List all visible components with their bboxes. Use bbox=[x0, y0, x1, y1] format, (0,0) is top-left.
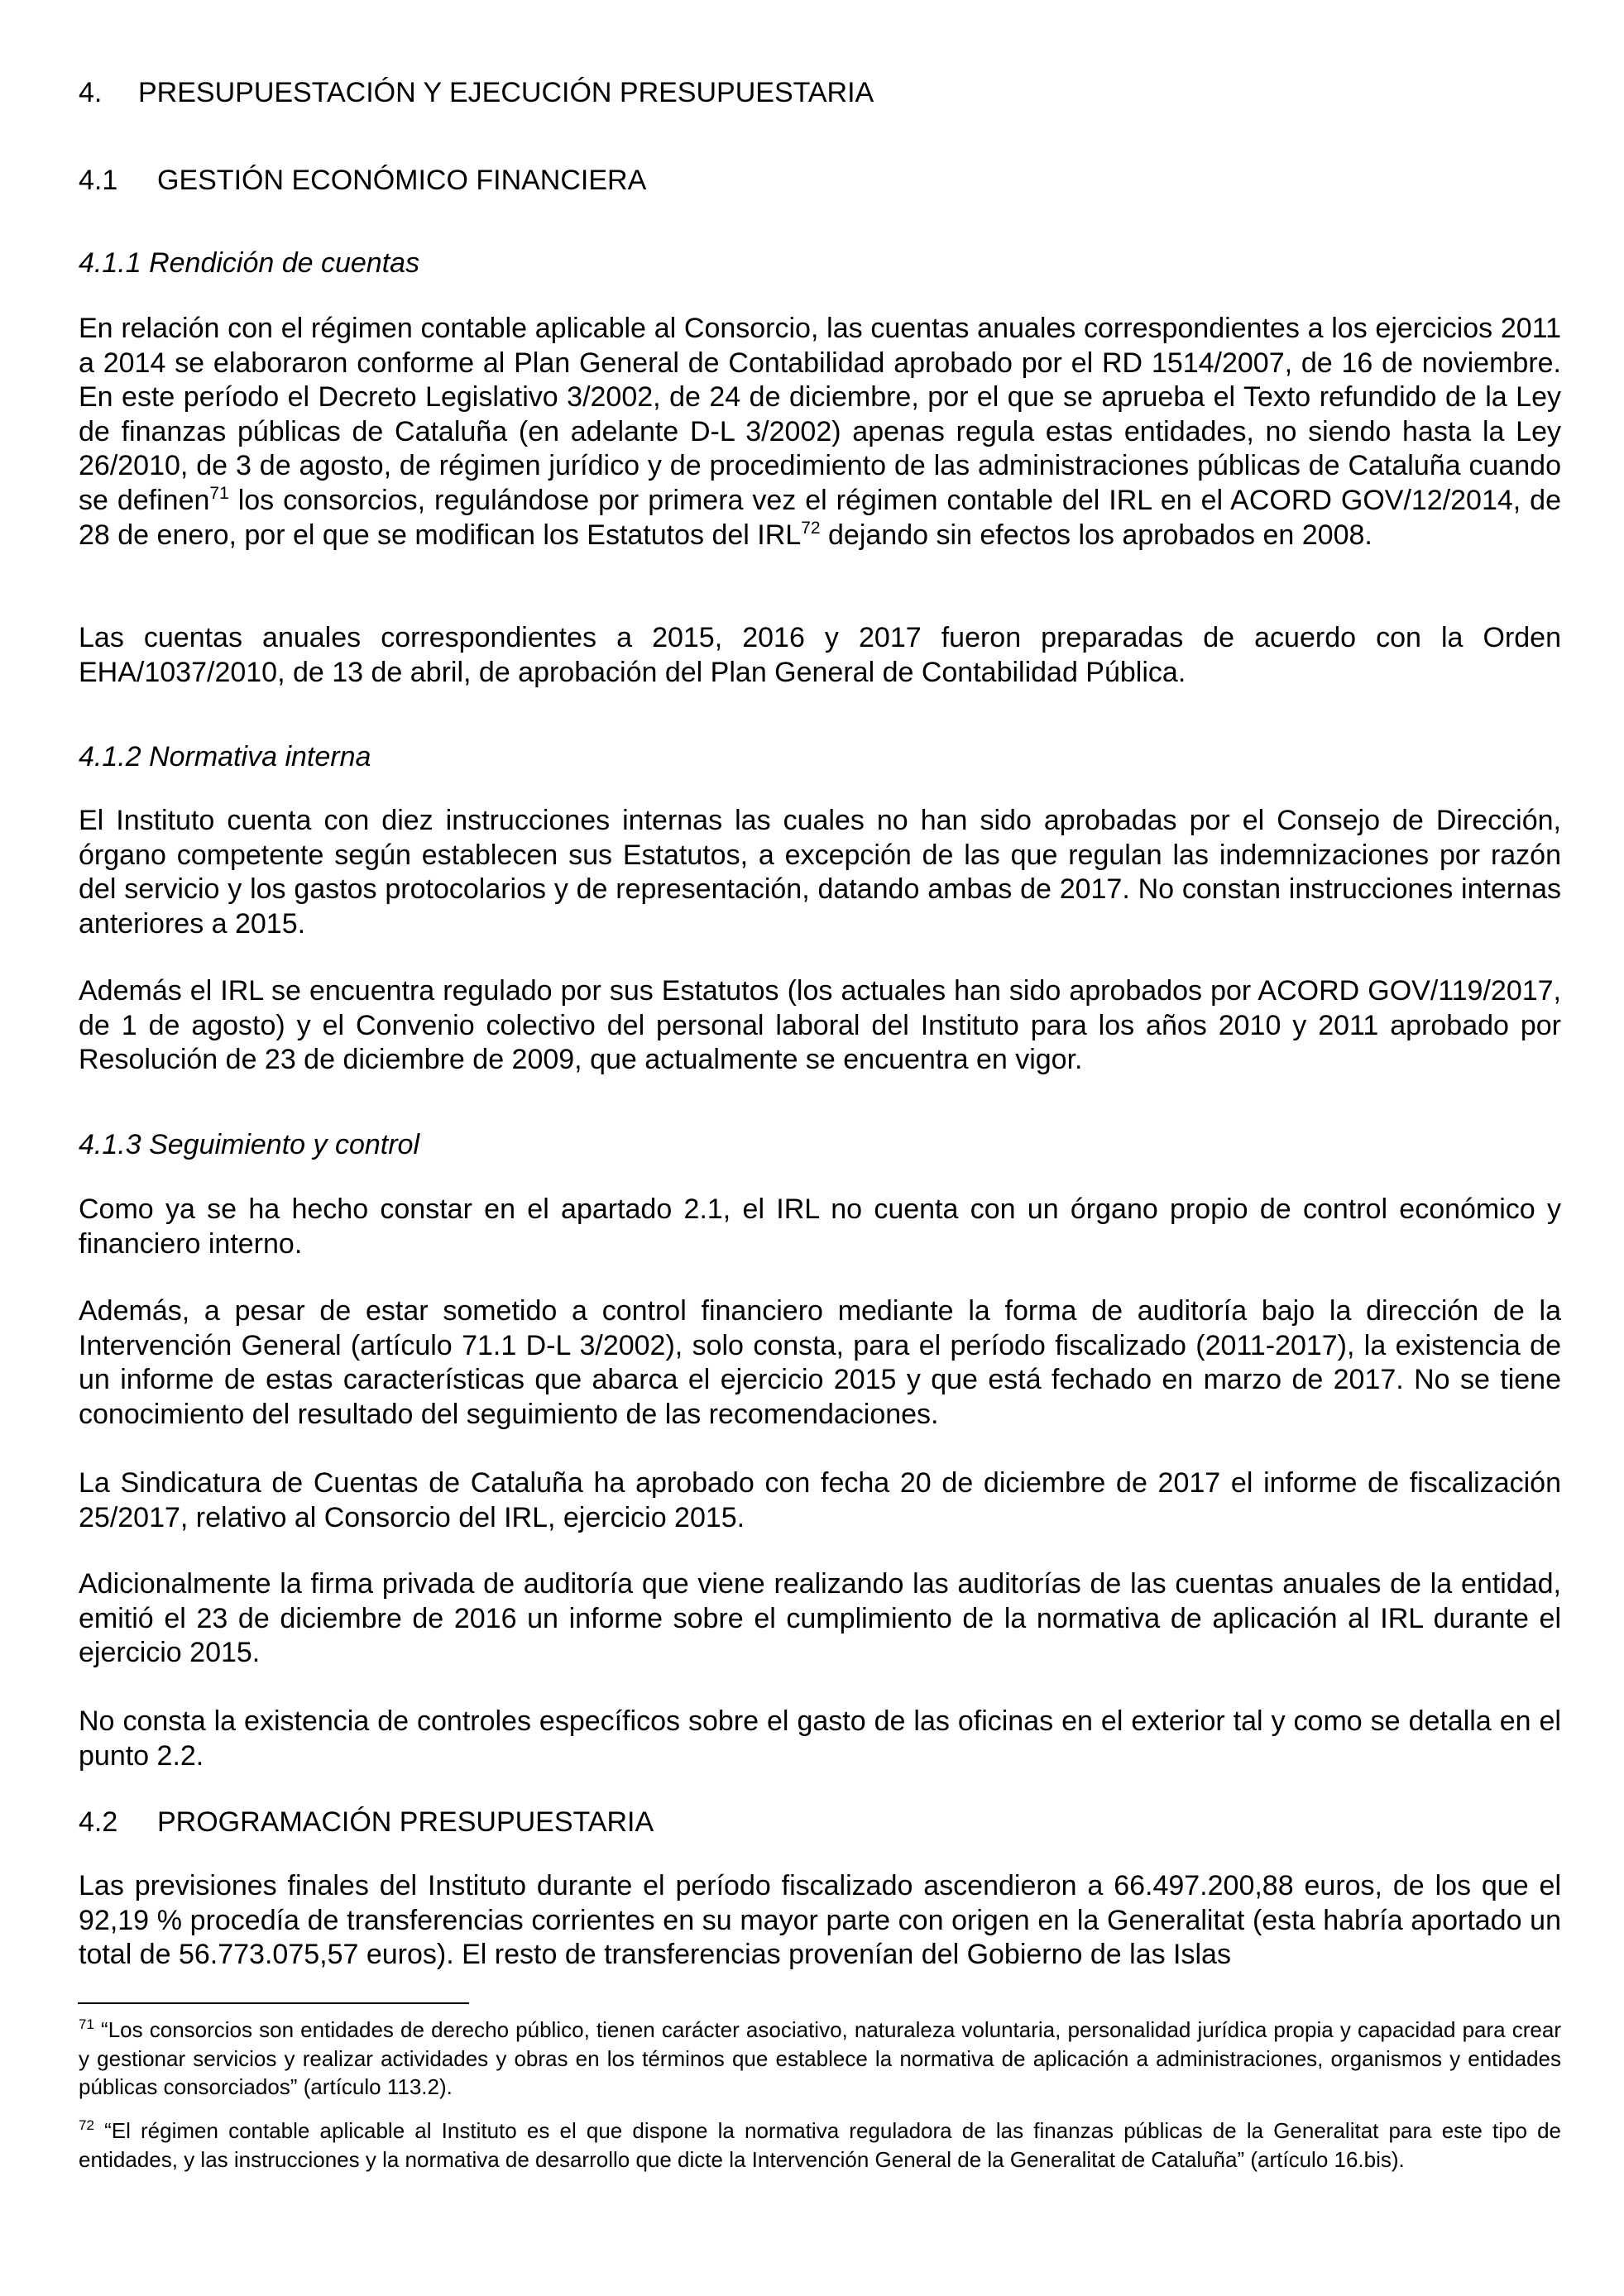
heading-text: PROGRAMACIÓN PRESUPUESTARIA bbox=[157, 1806, 654, 1838]
paragraph-rendicion-2: Las cuentas anuales correspondientes a 2015, 2016 y 2017 fueron preparadas de acuerdo con la Orden EHA/1037/2010, de 13 de abril, de aprobación del Plan General de Contabilidad Pública. bbox=[79, 622, 1561, 688]
paragraph-normativa-1: El Instituto cuenta con diez instrucciones internas las cuales no han sido aprobadas por el Consejo de Dirección, órgano competente según establecen sus Estatutos, a excepción de las que regulan las indemnizaciones por razón del servicio y los gastos protocolarios y de representación, datando ambas de 2017. No constan instrucciones internas anteriores a 2015. bbox=[79, 805, 1561, 940]
heading-section-4-1-1: 4.1.1 Rendición de cuentas bbox=[79, 247, 420, 279]
heading-section-4 bbox=[79, 76, 1561, 111]
heading-number: 4.1 bbox=[79, 165, 118, 196]
heading-text: GESTIÓN ECONÓMICO FINANCIERA bbox=[157, 165, 647, 196]
footnote-text: “Los consorcios son entidades de derecho público, tienen carácter asociativo, naturaleza voluntaria, personalidad jurídica propia y capacidad para crear y gestionar servicios y realizar actividades y obras en los términos que establece la normativa de aplicación a administraciones, organismos y entidades públicas consorciados” (artículo 113.2). bbox=[79, 2017, 1561, 2099]
footnote-text: “El régimen contable aplicable al Instituto es el que dispone la normativa reguladora de las finanzas públicas de la Generalitat para este tipo de entidades, y las instrucciones y la normativa de desarrollo que dicte la Intervención General de la Generalitat de Cataluña” (artículo 16.bis). bbox=[79, 2118, 1561, 2172]
heading-section-4-2 bbox=[79, 1806, 1561, 1840]
text-segment: los consorcios, regulándose por primera vez el régimen contable del IRL en el ACORD GOV/12/2014, de 28 de enero, por el que se modifican los Estatutos del IRL bbox=[79, 484, 1561, 551]
paragraph-control-5: No consta la existencia de controles específicos sobre el gasto de las oficinas en el exterior tal y como se detalla en el punto 2.2. bbox=[79, 1705, 1561, 1772]
heading-number: 4.2 bbox=[79, 1806, 118, 1838]
footnote-71 bbox=[79, 2016, 1561, 2102]
footnote-separator bbox=[78, 2002, 469, 2004]
footnote-ref-71[interactable]: 71 bbox=[209, 483, 229, 503]
heading-section-4-1-2: 4.1.2 Normativa interna bbox=[79, 741, 371, 773]
heading-section-4-1 bbox=[79, 164, 1561, 199]
footnote-ref-72[interactable]: 72 bbox=[801, 518, 821, 538]
text-segment: dejando sin efectos los aprobados en 2008. bbox=[820, 519, 1372, 551]
paragraph-control-4: Adicionalmente la firma privada de auditoría que viene realizando las auditorías de las cuentas anuales de la entidad, emitió el 23 de diciembre de 2016 un informe sobre el cumplimiento de la normativa de aplicación al IRL durante el ejercicio 2015. bbox=[79, 1568, 1561, 1669]
heading-number: 4. bbox=[79, 77, 103, 108]
heading-text: PRESUPUESTACIÓN Y EJECUCIÓN PRESUPUESTARIA bbox=[138, 77, 874, 108]
text-segment: En relación con el régimen contable aplicable al Consorcio, las cuentas anuales correspondientes a los ejercicios 2011 a 2014 se elaboraron conforme al Plan General de Contabilidad aprobado por el RD 1514/2007, de 16 de noviembre. En este período el Decreto Legislativo 3/2002, de 24 de diciembre, por el que se aprueba el Texto refundido de la Ley de finanzas públicas de Cataluña (en adelante D-L 3/2002) apenas regula estas entidades, no siendo hasta la Ley 26/2010, de 3 de agosto, de régimen jurídico y de procedimiento de las administraciones públicas de Cataluña cuando se definen bbox=[79, 313, 1561, 516]
paragraph-control-3: La Sindicatura de Cuentas de Cataluña ha aprobado con fecha 20 de diciembre de 2017 el informe de fiscalización 25/2017, relativo al Consorcio del IRL, ejercicio 2015. bbox=[79, 1467, 1561, 1533]
paragraph-normativa-2: Además el IRL se encuentra regulado por sus Estatutos (los actuales han sido aprobados por ACORD GOV/119/2017, de 1 de agosto) y el Convenio colectivo del personal laboral del Instituto para los años 2010 y 2011 aprobado por Resolución de 23 de diciembre de 2009, que actualmente se encuentra en vigor. bbox=[79, 975, 1561, 1076]
paragraph-control-2: Además, a pesar de estar sometido a control financiero mediante la forma de auditoría bajo la dirección de la Intervención General (artículo 71.1 D-L 3/2002), solo consta, para el período fiscalizado (2011-2017), la existencia de un informe de estas características que abarca el ejercicio 2015 y que está fechado en marzo de 2017. No se tiene conocimiento del resultado del seguimiento de las recomendaciones. bbox=[79, 1295, 1561, 1430]
heading-section-4-1-3: 4.1.3 Seguimiento y control bbox=[79, 1129, 420, 1160]
paragraph-programacion-1: Las previsiones finales del Instituto durante el período fiscalizado ascendieron a 66.497.200,88 euros, de los que el 92,19 % procedía de transferencias corrientes en su mayor parte con origen en la Generalitat (esta habría aportado un total de 56.773.075,57 euros). El resto de transferencias provenían del Gobierno de las Islas bbox=[79, 1870, 1561, 1971]
paragraph-rendicion-1 bbox=[79, 312, 1561, 552]
footnote-number: 71 bbox=[79, 2016, 94, 2032]
footnote-72 bbox=[79, 2117, 1561, 2174]
paragraph-control-1: Como ya se ha hecho constar en el apartado 2.1, el IRL no cuenta con un órgano propio de control económico y financiero interno. bbox=[79, 1193, 1561, 1260]
footnote-number: 72 bbox=[79, 2117, 94, 2133]
